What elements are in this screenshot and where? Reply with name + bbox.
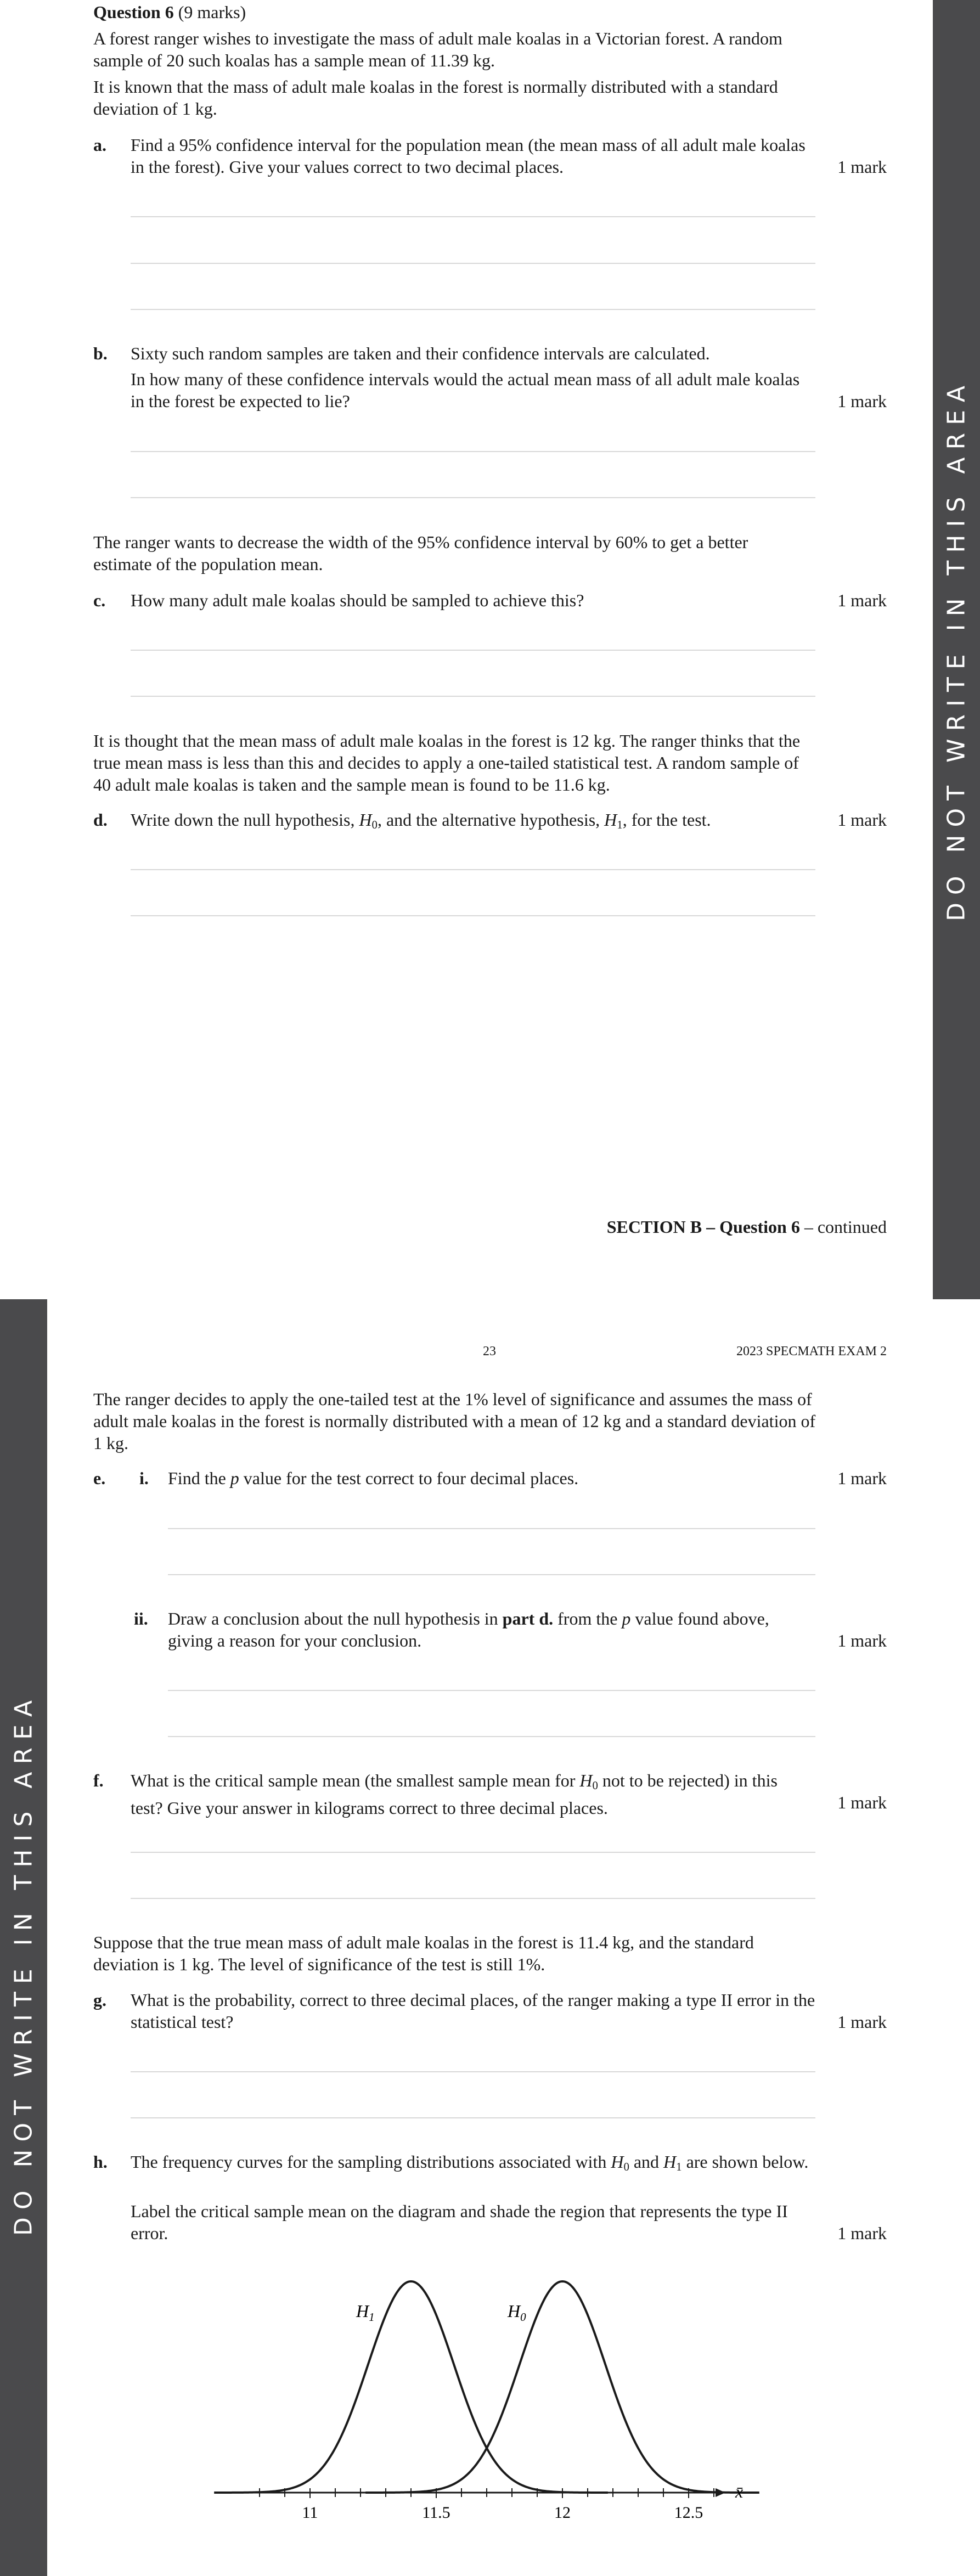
part-a-letter: a. [93, 135, 106, 155]
part-d-reference: part d. [502, 1609, 554, 1628]
part-b-mark: 1 mark [837, 391, 887, 411]
answer-line[interactable] [131, 497, 815, 498]
part-h-mark: 1 mark [837, 2223, 887, 2243]
part-e-i-post: value for the test correct to four decimal places. [239, 1468, 579, 1488]
question-marks: (9 marks) [178, 2, 246, 22]
part-d-text-pre: Write down the null hypothesis, [131, 810, 359, 830]
x-axis-tick-label: 12 [554, 2504, 571, 2522]
part-d-letter: d. [93, 810, 108, 830]
do-not-write-band-left [0, 1299, 47, 2576]
part-f-text [131, 1769, 811, 1819]
answer-line[interactable] [168, 1736, 815, 1737]
answer-line[interactable] [131, 1898, 815, 1899]
test-intro: The ranger decides to apply the one-tailed test at the 1% level of significance and assumes the mass of adult male koalas in the forest is normally distributed with a mean of 12 kg and a standard deviation of 1 kg. [93, 1389, 816, 1453]
part-c-text: How many adult male koalas should be sampled to achieve this? [131, 590, 584, 610]
h0-curve [365, 2281, 759, 2493]
part-e-ii-post: value found above, giving a reason for your conclusion. [168, 1609, 769, 1650]
answer-line[interactable] [131, 2071, 815, 2072]
x-axis-tick-labels [302, 2504, 703, 2522]
width-paragraph: The ranger wants to decrease the width of the 95% confidence interval by 60% to get a better estimate of the population mean. [93, 532, 748, 574]
part-h-post: are shown below. [682, 2152, 809, 2172]
h1-curve [214, 2281, 608, 2493]
part-c-mark: 1 mark [837, 590, 887, 610]
part-f-post: not to be rejected) in this test? Give your answer in kilograms correct to three decimal places. [131, 1771, 778, 1818]
answer-line[interactable] [131, 915, 815, 916]
part-e-i-text [168, 1467, 810, 1489]
h0-subscript: 0 [371, 819, 378, 832]
part-f-mark: 1 mark [837, 1793, 887, 1812]
do-not-write-band-right [933, 0, 980, 1299]
continued-section: SECTION B – Question 6 [606, 1217, 800, 1237]
answer-line[interactable] [131, 309, 815, 310]
x-axis-label: x̄ [735, 2482, 744, 2501]
do-not-write-label: DO NOT WRITE IN THIS AREA [942, 378, 971, 921]
intro-paragraph: A forest ranger wishes to investigate the mass of adult male koalas in a Victorian forest. A random sample of 20 such koalas has a sample mean of 11.39 kg. [93, 29, 782, 70]
continued-suffix: – continued [799, 1217, 887, 1237]
part-h-letter: h. [93, 2152, 108, 2172]
part-d-mark: 1 mark [837, 810, 887, 830]
part-e-letter: e. [93, 1468, 106, 1488]
answer-line[interactable] [131, 1852, 815, 1853]
h0-symbol: H [359, 810, 372, 830]
part-e-ii-text [168, 1608, 799, 1651]
part-a-text: Find a 95% confidence interval for the population mean (the mean mass of all adult male koalas in the forest). Give your values correct to two decimal places. [131, 135, 806, 177]
part-d-text [131, 809, 806, 836]
answer-line[interactable] [168, 1574, 815, 1575]
part-h-text-2: Label the critical sample mean on the diagram and shade the region that represents the type II error. [131, 2201, 788, 2243]
h0-symbol: H [579, 1771, 593, 1790]
h0-symbol: H [611, 2152, 624, 2172]
part-g-text: What is the probability, correct to three decimal places, of the ranger making a type II error in the statistical test? [131, 1990, 815, 2032]
answer-line[interactable] [168, 1528, 815, 1529]
part-e-i-num: i. [139, 1468, 149, 1488]
part-e-i-pre: Find the [168, 1468, 230, 1488]
answer-line[interactable] [131, 696, 815, 697]
part-h-text [131, 2151, 811, 2178]
sampling-distribution-diagram[interactable] [209, 2261, 779, 2557]
part-h-mid: and [629, 2152, 664, 2172]
hypothesis-paragraph: It is thought that the mean mass of adult male koalas in the forest is 12 kg. The ranger thinks that the true mean mass is less than this and decides to apply a one-tailed statistical test. A random sample of 40 adult male koalas is taken and the sample mean is found to be 11.6 kg. [93, 731, 801, 794]
part-f-letter: f. [93, 1771, 104, 1790]
page-number: 23 [483, 1344, 496, 1359]
part-g-mark: 1 mark [837, 2012, 887, 2032]
h0-subscript: 0 [592, 1779, 598, 1793]
do-not-write-label: DO NOT WRITE IN THIS AREA [9, 1693, 38, 2236]
x-axis-tick-label: 11.5 [422, 2504, 450, 2522]
h0-subscript: 0 [623, 2161, 629, 2174]
p-symbol: p [622, 1609, 631, 1628]
intro-paragraph-2: It is known that the mass of adult male koalas in the forest is normally distributed with a standard deviation of 1 kg. [93, 77, 778, 119]
question-title: Question 6 [93, 2, 174, 22]
x-axis-tick-label: 12.5 [674, 2504, 703, 2522]
part-e-ii-num: ii. [134, 1609, 148, 1628]
h1-curve-label: $H_1$ [356, 2301, 375, 2324]
x-axis-tick-label: 11 [302, 2504, 318, 2522]
h0-curve-label: $H_0$ [508, 2301, 526, 2324]
question-heading [93, 1, 246, 23]
answer-line[interactable] [131, 216, 815, 217]
answer-line[interactable] [131, 650, 815, 651]
part-h-pre: The frequency curves for the sampling distributions associated with [131, 2152, 611, 2172]
p-symbol: p [230, 1468, 239, 1488]
h1-subscript: 1 [676, 2161, 682, 2174]
h1-subscript: 1 [617, 819, 623, 832]
part-c-letter: c. [93, 590, 106, 610]
part-b-text-1: Sixty such random samples are taken and their confidence intervals are calculated. [131, 343, 710, 363]
continued-footer [607, 1216, 887, 1238]
part-a-mark: 1 mark [837, 157, 887, 177]
h1-symbol: H [663, 2152, 677, 2172]
h1-symbol: H [604, 810, 617, 830]
part-d-text-mid: , and the alternative hypothesis, [377, 810, 605, 830]
part-e-ii-pre: Draw a conclusion about the null hypothesis in [168, 1609, 503, 1628]
answer-line[interactable] [131, 263, 815, 264]
answer-line[interactable] [168, 1690, 815, 1691]
suppose-paragraph: Suppose that the true mean mass of adult male koalas in the forest is 11.4 kg, and the standard deviation is 1 kg. The level of significance of the test is still 1%. [93, 1932, 754, 1974]
part-f-pre: What is the critical sample mean (the smallest sample mean for [131, 1771, 580, 1790]
part-d-text-post: , for the test. [622, 810, 711, 830]
exam-code: 2023 SPECMATH EXAM 2 [736, 1344, 887, 1359]
part-b-text-2: In how many of these confidence intervals would the actual mean mass of all adult male koalas in the forest be expected to lie? [131, 369, 800, 411]
part-g-letter: g. [93, 1990, 106, 2010]
part-e-ii-mark: 1 mark [837, 1631, 887, 1650]
part-b-letter: b. [93, 343, 108, 363]
part-e-ii-mid: from the [553, 1609, 622, 1628]
answer-line[interactable] [131, 869, 815, 870]
answer-line[interactable] [131, 2117, 815, 2118]
part-e-i-mark: 1 mark [837, 1468, 887, 1488]
answer-line[interactable] [131, 451, 815, 452]
